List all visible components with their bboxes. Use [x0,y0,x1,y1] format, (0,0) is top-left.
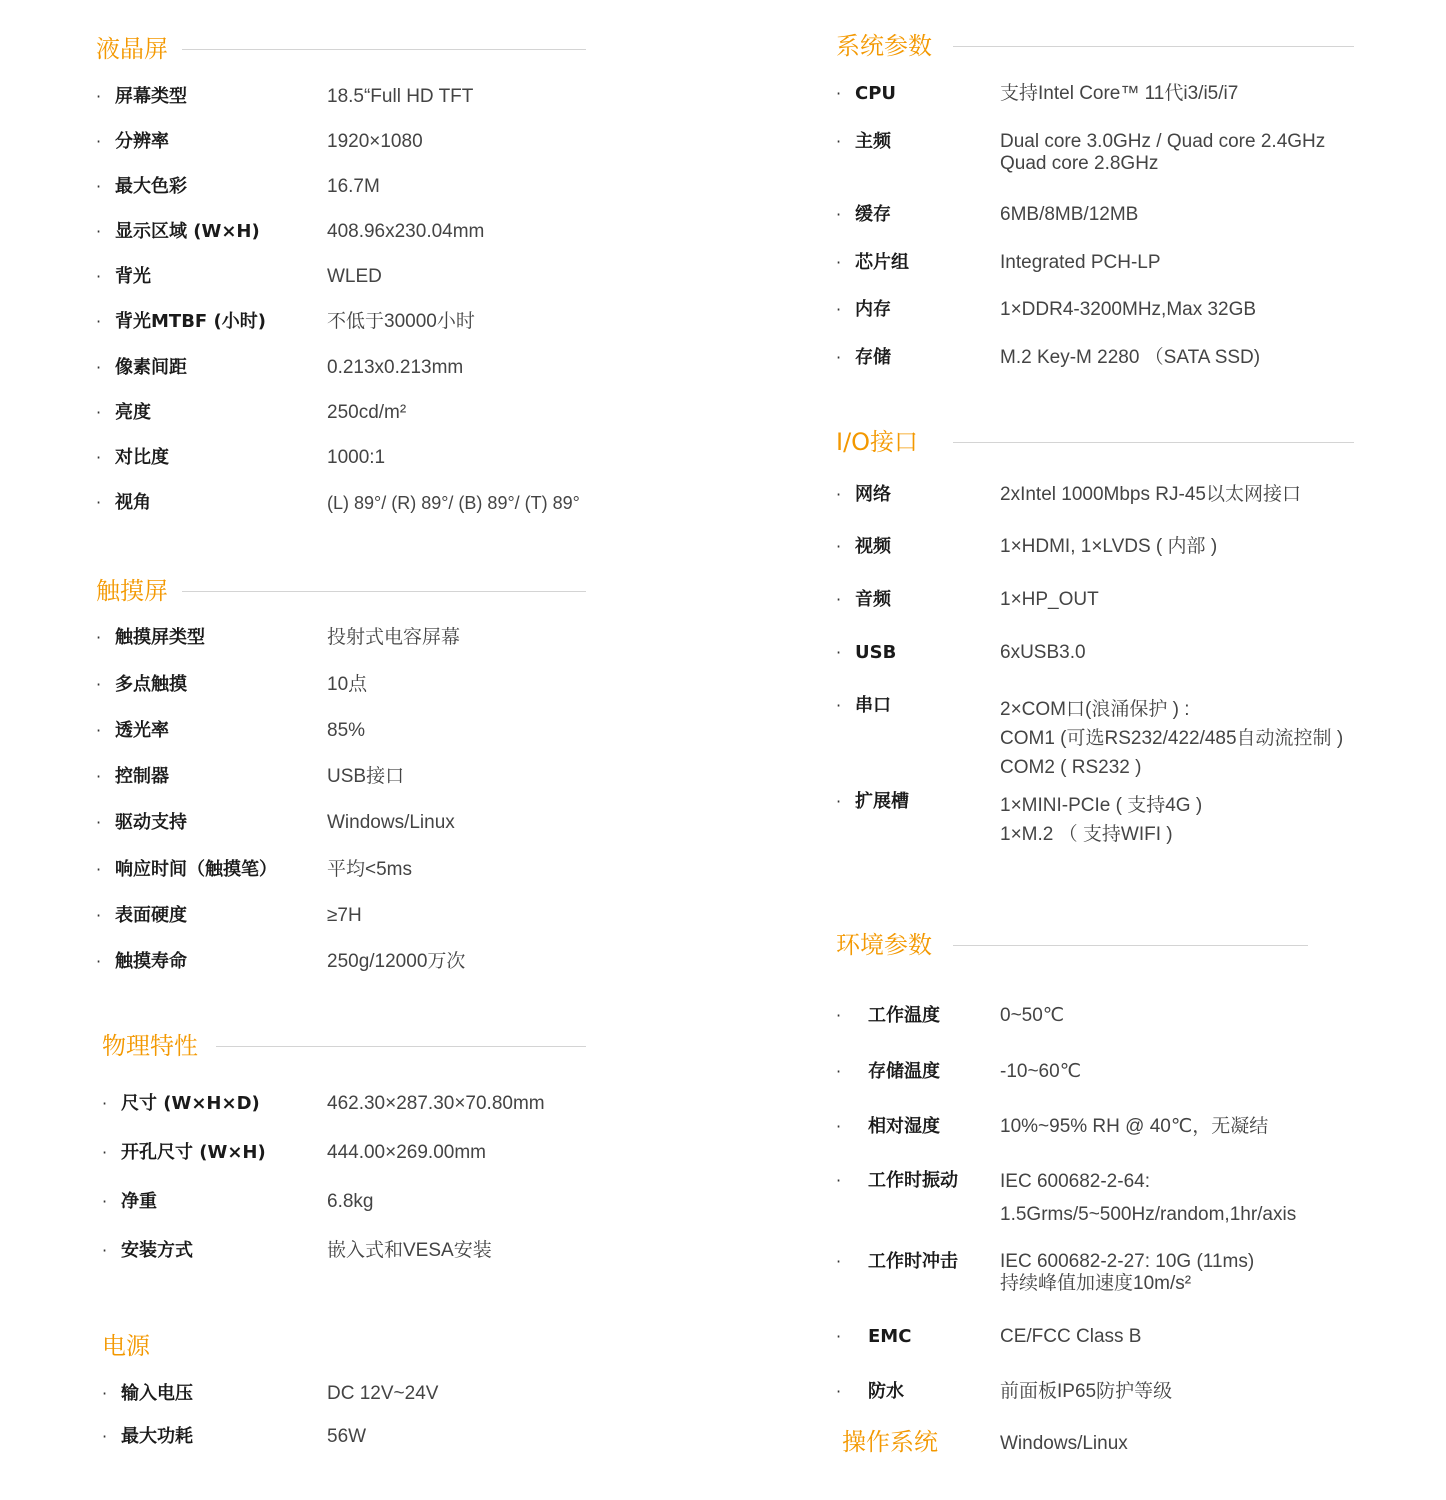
spec-value-line: 2×COM口(浪涌保护 ) : [1000,699,1190,720]
spec-value-line: 持续峰值加速度10m/s² [1000,1273,1192,1294]
bullet-icon: · [836,1171,842,1190]
section-system-header [836,29,1354,65]
section-environment-header [836,928,1308,964]
spec-value: 1×HP_OUT [1000,589,1099,610]
spec-value-line: COM1 (可选RS232/422/485自动流控制 ) [1000,728,1344,749]
bullet-icon: · [836,1382,842,1401]
spec-label: 屏幕类型 [115,86,187,107]
spec-value: 56W [327,1426,367,1447]
spec-value-line: Quad core 2.8GHz [1000,153,1159,174]
os-value: Windows/Linux [1000,1433,1128,1454]
spec-label: 防水 [868,1381,904,1402]
bullet-icon: · [836,1006,842,1025]
spec-label: CPU [855,83,897,104]
bullet-icon: · [836,84,842,103]
spec-value: 6.8kg [327,1191,374,1212]
spec-value: ≥7H [327,905,362,926]
spec-label: 净重 [121,1191,157,1212]
spec-value: 1000:1 [327,447,386,468]
bullet-icon: · [836,348,842,367]
spec-label: 视频 [855,536,891,557]
spec-value-multiline [1000,1251,1254,1295]
spec-value: USB接口 [327,766,405,787]
section-divider [216,1046,586,1047]
spec-label: 工作时振动 [868,1170,958,1191]
spec-value: Integrated PCH-LP [1000,252,1161,273]
spec-value: 18.5“Full HD TFT [327,86,474,107]
bullet-icon: · [96,222,102,241]
bullet-icon: · [102,1384,108,1403]
spec-label: 芯片组 [855,252,909,273]
section-io-header [836,425,1354,461]
bullet-icon: · [96,312,102,331]
bullet-icon: · [96,87,102,106]
spec-value-multiline [1000,791,1202,849]
spec-value: 408.96x230.04mm [327,221,485,242]
bullet-icon: · [836,590,842,609]
spec-value: 前面板IP65防护等级 [1000,1381,1173,1402]
spec-label: 音频 [855,589,891,610]
spec-label: 最大色彩 [115,176,187,197]
bullet-icon: · [96,813,102,832]
spec-value: (L) 89°/ (R) 89°/ (B) 89°/ (T) 89° [327,493,580,513]
spec-value-line: IEC 600682-2-27: 10G (11ms) [1000,1251,1255,1272]
spec-value-line: 1×M.2 （ 支持WIFI ) [1000,824,1173,845]
spec-label: 透光率 [115,720,169,741]
spec-value: 0.213x0.213mm [327,357,464,378]
spec-label: 多点触摸 [115,674,187,695]
section-title: 物理特性 [102,1032,198,1060]
spec-label: 视角 [115,492,151,513]
section-divider [182,49,586,50]
bullet-icon: · [836,485,842,504]
spec-value-line: 1×MINI-PCIe ( 支持4G ) [1000,795,1203,816]
bullet-icon: · [96,952,102,971]
spec-label: 尺寸 (W×H×D) [121,1093,260,1114]
spec-label: 驱动支持 [115,812,187,833]
spec-label: EMC [868,1326,912,1347]
spec-label: 表面硬度 [115,905,187,926]
bullet-icon: · [836,1062,842,1081]
spec-label: 显示区域 (W×H) [115,221,260,242]
bullet-icon: · [96,675,102,694]
spec-value: 250cd/m² [327,402,407,423]
bullet-icon: · [96,721,102,740]
section-divider [953,46,1354,47]
spec-label: 像素间距 [115,357,187,378]
spec-value: 支持Intel Core™ 11代i3/i5/i7 [1000,83,1239,104]
bullet-icon: · [836,205,842,224]
section-divider [953,442,1354,443]
spec-label: 扩展槽 [855,791,909,812]
spec-label: 工作温度 [868,1005,940,1026]
bullet-icon: · [96,267,102,286]
bullet-icon: · [96,493,102,512]
bullet-icon: · [102,1143,108,1162]
spec-value-multiline [1000,131,1325,175]
bullet-icon: · [836,1252,842,1271]
spec-value: M.2 Key-M 2280 （SATA SSD) [1000,347,1261,368]
section-title: 环境参数 [836,931,932,959]
spec-value: 6xUSB3.0 [1000,642,1086,663]
spec-value: 1×DDR4-3200MHz,Max 32GB [1000,299,1257,320]
bullet-icon: · [96,448,102,467]
spec-value: 6MB/8MB/12MB [1000,204,1139,225]
bullet-icon: · [96,767,102,786]
bullet-icon: · [96,358,102,377]
spec-value: 444.00×269.00mm [327,1142,486,1163]
section-title-os: 操作系统 [842,1428,938,1456]
section-divider [953,945,1308,946]
bullet-icon: · [836,1117,842,1136]
section-title: 液晶屏 [96,35,168,63]
spec-label: USB [855,642,897,663]
spec-value-line: COM2 ( RS232 ) [1000,757,1142,778]
spec-label: 主频 [855,131,891,152]
section-title: I/O接口 [836,428,919,456]
spec-value: CE/FCC Class B [1000,1326,1142,1347]
bullet-icon: · [96,906,102,925]
bullet-icon: · [102,1427,108,1446]
spec-value: DC 12V~24V [327,1383,439,1404]
spec-value: 平均<5ms [327,859,412,880]
spec-label: 安装方式 [121,1240,193,1261]
spec-value: 85% [327,720,366,741]
spec-value: -10~60℃ [1000,1061,1082,1082]
spec-value: 不低于30000小时 [327,311,475,332]
spec-value-line: 1.5Grms/5~500Hz/random,1hr/axis [1000,1204,1297,1225]
bullet-icon: · [836,792,842,811]
spec-value: 250g/12000万次 [327,951,466,972]
spec-value-multiline [1000,695,1343,782]
spec-value-multiline [1000,1165,1296,1231]
spec-value: 1×HDMI, 1×LVDS ( 内部 ) [1000,536,1218,557]
bullet-icon: · [836,300,842,319]
bullet-icon: · [102,1094,108,1113]
section-touch-header [96,574,586,610]
spec-label: 内存 [855,299,891,320]
spec-value: 2xIntel 1000Mbps RJ-45以太网接口 [1000,484,1301,505]
spec-label: 分辨率 [115,131,169,152]
spec-value: 462.30×287.30×70.80mm [327,1093,545,1114]
section-title: 电源 [102,1332,150,1360]
spec-label: 对比度 [115,447,169,468]
spec-label: 触摸屏类型 [115,627,205,648]
section-title: 触摸屏 [96,577,168,605]
spec-label: 串口 [855,695,891,716]
spec-label: 开孔尺寸 (W×H) [121,1142,266,1163]
spec-label: 相对湿度 [868,1116,940,1137]
section-physical-header [102,1029,586,1065]
section-divider [182,591,586,592]
bullet-icon: · [96,177,102,196]
spec-label: 最大功耗 [121,1426,193,1447]
bullet-icon: · [836,253,842,272]
bullet-icon: · [96,628,102,647]
spec-label: 存储温度 [868,1061,940,1082]
spec-label: 存储 [855,347,891,368]
spec-value-line: Dual core 3.0GHz / Quad core 2.4GHz [1000,131,1326,152]
bullet-icon: · [96,132,102,151]
bullet-icon: · [836,696,842,715]
bullet-icon: · [836,1327,842,1346]
bullet-icon: · [836,643,842,662]
spec-label: 触摸寿命 [115,951,187,972]
spec-label: 缓存 [855,204,891,225]
bullet-icon: · [836,132,842,151]
bullet-icon: · [102,1192,108,1211]
section-lcd-header [96,32,586,68]
spec-value: WLED [327,266,382,287]
bullet-icon: · [96,860,102,879]
spec-label: 网络 [855,484,891,505]
bullet-icon: · [102,1241,108,1260]
spec-value-line: IEC 600682-2-64: [1000,1171,1150,1192]
spec-value: 10%~95% RH @ 40℃，无凝结 [1000,1116,1269,1137]
spec-label: 响应时间（触摸笔） [115,859,277,880]
spec-label: 控制器 [115,766,169,787]
spec-value: 0~50℃ [1000,1005,1065,1026]
section-title: 系统参数 [836,32,932,60]
spec-label: 输入电压 [121,1383,193,1404]
bullet-icon: · [96,403,102,422]
spec-value: 嵌入式和VESA安装 [327,1240,492,1261]
spec-value: 投射式电容屏幕 [327,627,461,648]
spec-value: Windows/Linux [327,812,455,833]
section-power-header [102,1329,586,1365]
spec-label: 背光MTBF (小时) [115,311,266,332]
spec-value: 16.7M [327,176,380,197]
spec-label: 背光 [115,266,151,287]
spec-value: 10点 [327,674,368,695]
bullet-icon: · [836,537,842,556]
spec-label: 亮度 [115,402,151,423]
spec-value: 1920×1080 [327,131,423,152]
spec-label: 工作时冲击 [868,1251,958,1272]
